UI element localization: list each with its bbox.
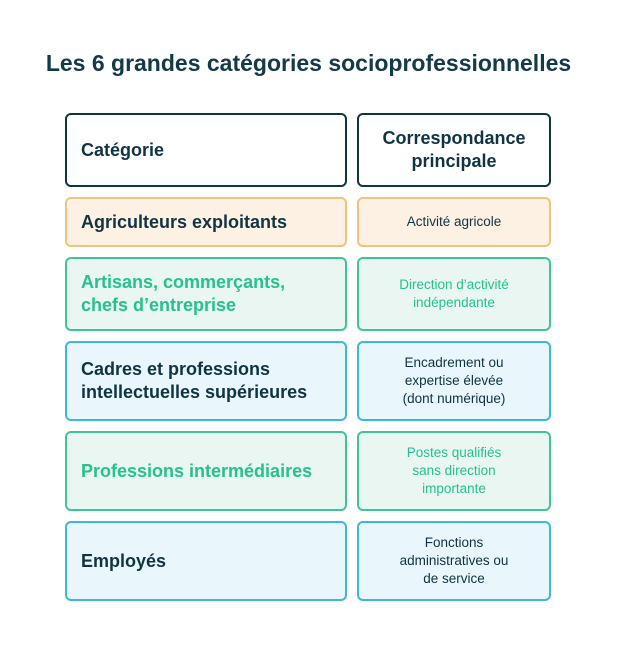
category-label: Cadres et professions intellectuelles supérieures	[81, 359, 308, 402]
category-cell-employes	[65, 521, 347, 601]
correspondence-label: Direction d’activité indépendante	[399, 277, 509, 310]
header-category-cell	[65, 113, 347, 187]
category-cell-cadres	[65, 341, 347, 421]
category-cell-professions-intermediaires	[65, 431, 347, 511]
correspondence-cell-employes	[357, 521, 551, 601]
category-label: Employés	[81, 550, 167, 571]
correspondence-label: Postes qualifiés sans direction importante	[406, 445, 502, 496]
correspondence-cell-agriculteurs	[357, 197, 551, 247]
category-cell-agriculteurs	[65, 197, 347, 247]
correspondence-label: Encadrement ou expertise élevée (dont numérique)	[402, 355, 506, 406]
category-label: Artisans, commerçants, chefs d’entreprise	[81, 272, 286, 315]
header-correspondence-label: Correspondance principale	[382, 128, 526, 171]
correspondence-cell-cadres	[357, 341, 551, 421]
category-label: Professions intermédiaires	[81, 460, 313, 481]
category-cell-artisans	[65, 257, 347, 331]
category-label: Agriculteurs exploitants	[81, 211, 288, 232]
correspondence-cell-artisans	[357, 257, 551, 331]
correspondence-cell-professions-intermediaires	[357, 431, 551, 511]
header-category-label: Catégorie	[81, 139, 165, 160]
page-title: Les 6 grandes catégories socioprofessionnelles	[45, 50, 572, 76]
correspondence-label: Activité agricole	[406, 214, 502, 229]
header-correspondence-cell	[357, 113, 551, 187]
correspondence-label: Fonctions administratives ou de service	[399, 535, 509, 586]
